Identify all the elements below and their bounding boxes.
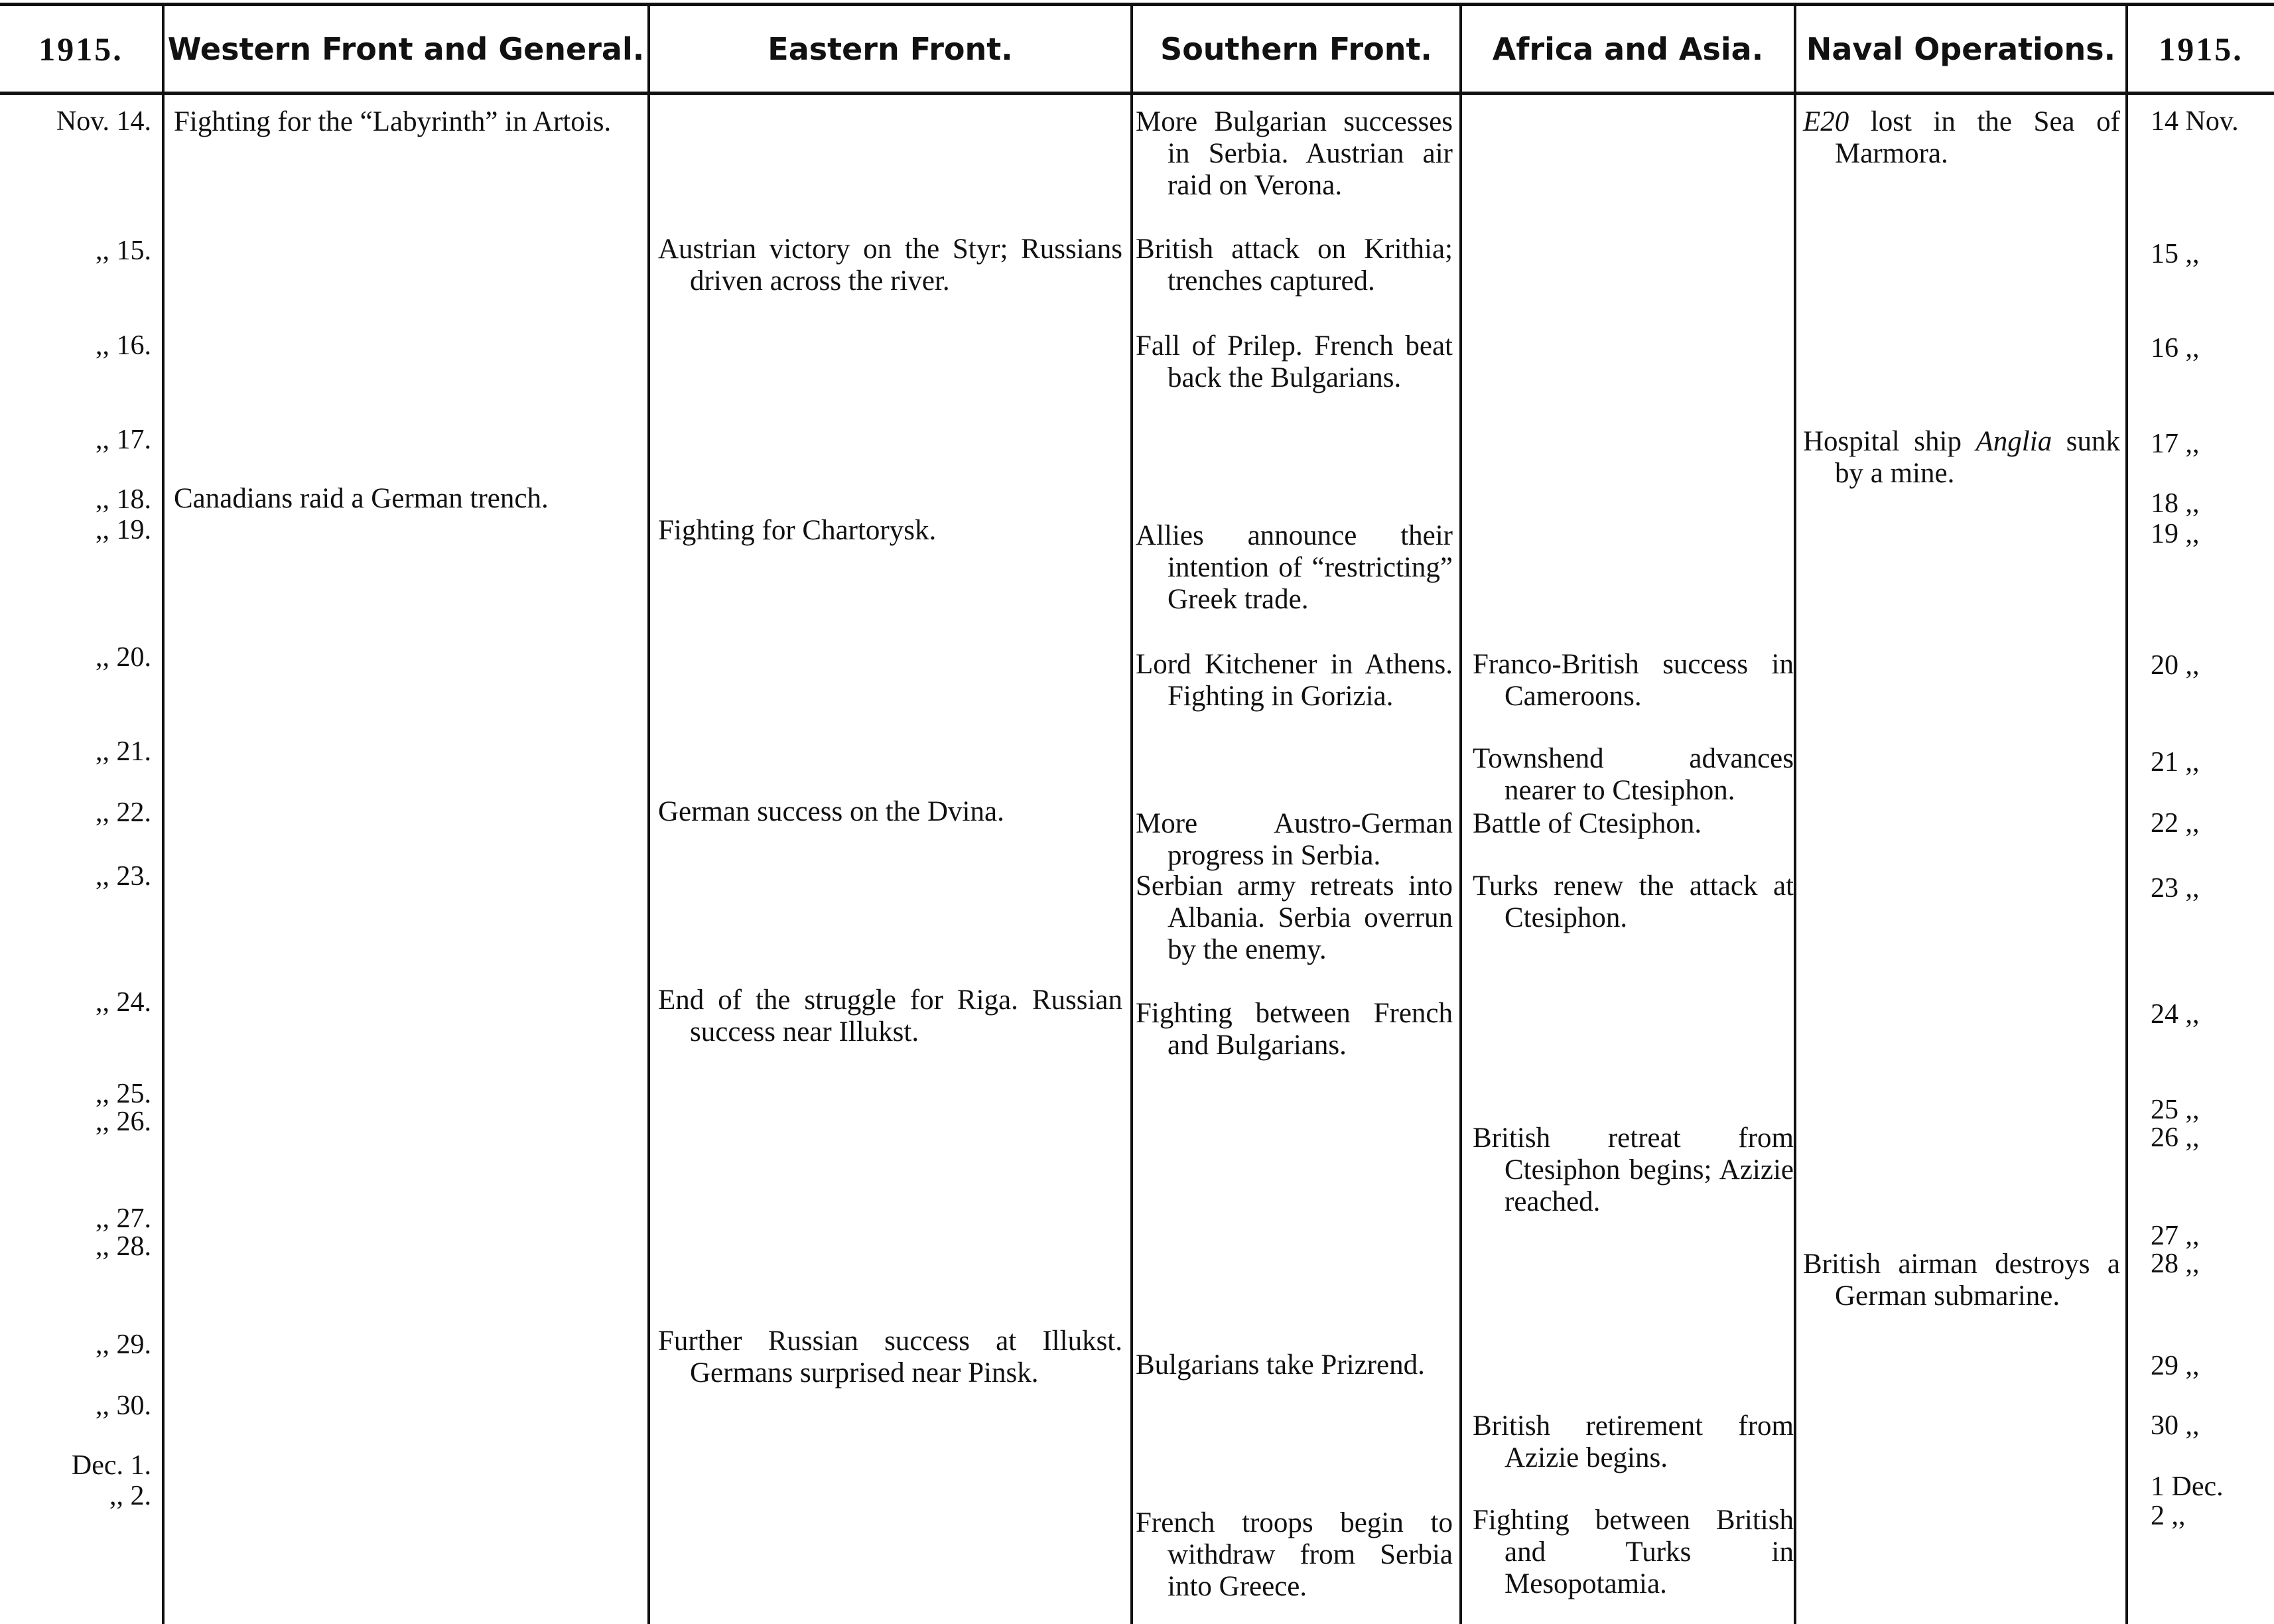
entry-africa-asia: British retirement from Azizie begins.	[1473, 1410, 1794, 1473]
entry-naval	[1803, 106, 2120, 170]
date-left: ,, 27.	[96, 1203, 151, 1234]
column-divider	[1794, 3, 1796, 1624]
date-left: ,, 26.	[96, 1107, 151, 1137]
entry-southern: More Austro-German progress in Serbia.	[1136, 808, 1453, 871]
entry-southern: Allies announce their intention of “restricting” Greek trade.	[1136, 520, 1453, 615]
entry-eastern: Austrian victory on the Styr; Russians driven across the river.	[658, 234, 1122, 297]
header-eastern-front: Eastern Front.	[768, 31, 1013, 67]
date-left: ,, 29.	[96, 1329, 151, 1360]
date-right: 28 ,,	[2151, 1249, 2200, 1279]
vessel-name: Anglia	[1975, 426, 2052, 457]
column-divider	[647, 3, 650, 1624]
column-divider	[1130, 3, 1133, 1624]
date-right: 25 ,,	[2151, 1095, 2200, 1125]
entry-africa-asia: Turks renew the attack at Ctesiphon.	[1473, 870, 1794, 933]
entry-southern: Fall of Prilep. French beat back the Bulgarians.	[1136, 330, 1453, 393]
entry-southern: Fighting between French and Bulgarians.	[1136, 998, 1453, 1061]
date-left: ,, 17.	[96, 425, 151, 455]
date-left: ,, 30.	[96, 1390, 151, 1421]
entry-africa-asia: Franco-British success in Cameroons.	[1473, 649, 1794, 712]
vessel-name: E20	[1803, 106, 1849, 137]
date-left: ,, 20.	[96, 642, 151, 673]
entry-eastern: End of the struggle for Riga. Russian success near Illukst.	[658, 984, 1122, 1048]
date-right: 30 ,,	[2151, 1410, 2200, 1441]
entry-africa-asia: Fighting between British and Turks in Mesopotamia.	[1473, 1505, 1794, 1599]
header-western-front: Western Front and General.	[167, 31, 645, 67]
date-right: 29 ,,	[2151, 1351, 2200, 1381]
entry-eastern: Fighting for Chartorysk.	[658, 515, 937, 546]
header-naval-operations: Naval Operations.	[1806, 31, 2116, 67]
date-left: ,, 23.	[96, 861, 151, 892]
date-right: 24 ,,	[2151, 999, 2200, 1030]
date-left: ,, 19.	[96, 515, 151, 545]
date-left: ,, 28.	[96, 1231, 151, 1262]
date-right: 17 ,,	[2151, 429, 2200, 459]
date-right: 23 ,,	[2151, 873, 2200, 904]
entry-southern: More Bulgarian successes in Serbia. Austrian air raid on Verona.	[1136, 106, 1453, 201]
date-right: 18 ,,	[2151, 488, 2200, 519]
date-right: 27 ,,	[2151, 1221, 2200, 1251]
entry-naval	[1803, 426, 2120, 490]
column-divider	[1459, 3, 1462, 1624]
date-left: ,, 25.	[96, 1079, 151, 1109]
entry-southern: French troops begin to withdraw from Serbia into Greece.	[1136, 1507, 1453, 1602]
date-right: 15 ,,	[2151, 239, 2200, 269]
date-right: 19 ,,	[2151, 519, 2200, 549]
entry-naval: British airman destroys a German submarine.	[1803, 1249, 2120, 1312]
date-right: 1 Dec.	[2151, 1471, 2224, 1502]
date-right: 21 ,,	[2151, 747, 2200, 778]
date-left: ,, 2.	[109, 1481, 151, 1511]
entry-southern: Bulgarians take Prizrend.	[1136, 1349, 1425, 1381]
date-left: ,, 24.	[96, 987, 151, 1018]
entry-naval-text: sunk by a mine.	[1835, 426, 2120, 489]
date-right: 14 Nov.	[2151, 106, 2239, 137]
date-left: Dec. 1.	[71, 1450, 151, 1481]
entry-naval-text: Hospital ship	[1803, 426, 1976, 457]
column-divider	[162, 3, 165, 1624]
entry-western: Canadians raid a German trench.	[174, 483, 549, 514]
entry-africa-asia: Battle of Ctesiphon.	[1473, 808, 1702, 839]
date-right: 2 ,,	[2151, 1501, 2186, 1531]
entry-africa-asia: Townshend advances nearer to Ctesiphon.	[1473, 743, 1794, 806]
entry-southern: Lord Kitchener in Athens. Fighting in Gorizia.	[1136, 649, 1453, 712]
header-year-left: 1915.	[38, 31, 123, 68]
entry-africa-asia: British retreat from Ctesiphon begins; Azizie reached.	[1473, 1122, 1794, 1217]
header-africa-asia: Africa and Asia.	[1492, 31, 1764, 67]
date-left: ,, 18.	[96, 484, 151, 515]
entry-southern: British attack on Krithia; trenches captured.	[1136, 234, 1453, 297]
entry-eastern: Further Russian success at Illukst. Germans surprised near Pinsk.	[658, 1325, 1122, 1388]
header-rule	[0, 92, 2274, 95]
entry-eastern: German success on the Dvina.	[658, 796, 1004, 827]
date-left: Nov. 14.	[56, 106, 151, 137]
date-left: ,, 22.	[96, 797, 151, 828]
entry-naval-text: lost in the Sea of Marmora.	[1835, 106, 2120, 169]
date-left: ,, 15.	[96, 236, 151, 266]
date-right: 20 ,,	[2151, 650, 2200, 681]
date-left: ,, 16.	[96, 330, 151, 361]
entry-southern: Serbian army retreats into Albania. Serbia overrun by the enemy.	[1136, 870, 1453, 965]
entry-western: Fighting for the “Labyrinth” in Artois.	[174, 106, 612, 137]
header-southern-front: Southern Front.	[1160, 31, 1432, 67]
date-left: ,, 21.	[96, 736, 151, 767]
date-right: 26 ,,	[2151, 1122, 2200, 1153]
top-rule	[0, 3, 2274, 6]
header-year-right: 1915.	[2159, 31, 2243, 68]
date-right: 16 ,,	[2151, 333, 2200, 364]
date-right: 22 ,,	[2151, 808, 2200, 839]
column-divider	[2125, 3, 2128, 1624]
